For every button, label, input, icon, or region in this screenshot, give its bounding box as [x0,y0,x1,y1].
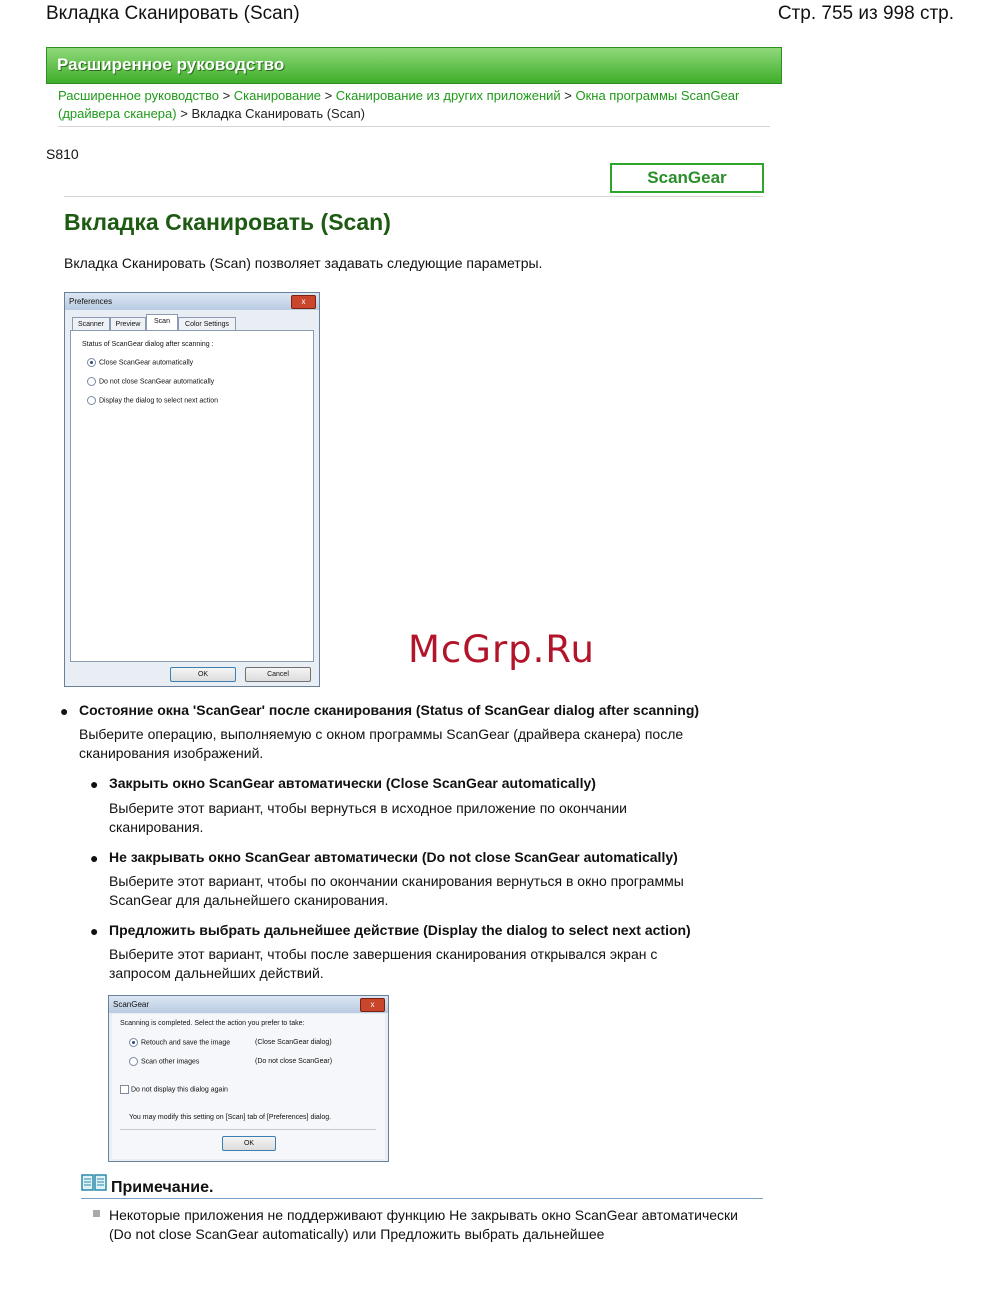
scangear-dialog [108,995,389,1162]
tab-scan[interactable]: Scan [146,314,178,331]
dialog-title: ScanGear [109,996,388,1013]
square-bullet-icon [93,1210,100,1217]
option-display-dialog[interactable] [87,396,218,405]
radio-icon[interactable] [129,1057,138,1066]
item-title-display-dialog: Предложить выбрать дальнейшее действие (Display the dialog to select next action) [109,922,691,938]
banner-label: Расширенное руководство [57,55,285,74]
watermark: McGrp.Ru [408,628,595,671]
page-title: Вкладка Сканировать (Scan) [64,209,391,235]
page-counter: Стр. 755 из 998 стр. [777,3,954,24]
note-title: Примечание. [111,1179,214,1196]
bullet-icon: ● [60,703,69,719]
group-label: Status of ScanGear dialog after scanning : [82,341,214,348]
divider [81,1198,763,1199]
breadcrumb-link-scangear-windows[interactable]: Окна программы ScanGear (драйвера сканера) [58,88,740,121]
dialog-prompt: Scanning is completed. Select the action you prefer to take: [120,1020,305,1027]
option-label: Retouch and save the image [141,1039,231,1047]
document-title: Вкладка Сканировать (Scan) [46,3,300,24]
breadcrumb-current: Вкладка Сканировать (Scan) [191,106,365,121]
tab-preview[interactable]: Preview [110,317,146,332]
breadcrumb-link-other-apps[interactable]: Сканирование из других приложений [335,88,561,103]
model-label: S810 [46,146,79,162]
radio-selected-icon[interactable] [129,1038,138,1047]
breadcrumb [58,87,770,123]
option-scan-other[interactable] [129,1057,199,1066]
option-hint: (Do not close ScanGear) [255,1058,333,1065]
tab-color-settings[interactable]: Color Settings [178,317,236,332]
item-desc-do-not-close: Выберите этот вариант, чтобы по окончании сканирования вернуться в окно программы ScanGear для дальнейшего сканирования. [109,873,684,908]
dont-display-checkbox[interactable] [120,1085,228,1094]
item-desc-display-dialog: Выберите этот вариант, чтобы после завершения сканирования открывался экран с запросом дальнейших действий. [109,946,658,981]
radio-selected-icon[interactable] [87,358,96,367]
bullet-icon: ● [90,850,99,866]
divider [64,196,763,197]
option-retouch[interactable] [129,1038,230,1047]
breadcrumb-link-scanning[interactable]: Сканирование [233,88,321,103]
dialog-title: Preferences [65,293,319,310]
option-close-automatically[interactable] [87,358,193,367]
option-label: Close ScanGear automatically [99,359,194,367]
radio-icon[interactable] [87,396,96,405]
bullet-icon: ● [90,776,99,792]
checkbox-label: Do not display this dialog again [131,1086,228,1094]
ok-button[interactable]: OK [170,667,236,682]
scangear-button[interactable]: ScanGear [610,163,764,193]
option-label: Display the dialog to select next action [99,397,219,405]
item-title-close: Закрыть окно ScanGear автоматически (Close ScanGear automatically) [109,775,596,791]
bullet-icon: ● [90,923,99,939]
divider [120,1129,376,1130]
dialog-info: You may modify this setting on [Scan] tab of [Preferences] dialog. [129,1114,332,1121]
breadcrumb-separator: > [222,88,231,103]
breadcrumb-link-guide[interactable]: Расширенное руководство [58,88,219,103]
scan-tab-panel [70,330,314,662]
preferences-dialog [64,292,320,687]
guide-banner [46,47,782,84]
intro-text: Вкладка Сканировать (Scan) позволяет задавать следующие параметры. [64,255,543,271]
section-title: Состояние окна 'ScanGear' после сканирования (Status of ScanGear dialog after scanning) [79,702,700,718]
option-label: Scan other images [141,1058,200,1066]
note-text: Некоторые приложения не поддерживают функцию Не закрывать окно ScanGear автоматически (Do not close ScanGear automatically) или Предложить выбрать дальнейшее [109,1207,738,1242]
breadcrumb-separator: > [180,106,188,121]
item-desc-close: Выберите этот вариант, чтобы вернуться в исходное приложение по окончании сканирования. [109,800,627,835]
section-desc: Выберите операцию, выполняемую с окном программы ScanGear (драйвера сканера) после сканирования изображений. [79,726,684,761]
divider [58,126,770,127]
radio-icon[interactable] [87,377,96,386]
ok-button[interactable]: OK [222,1136,276,1151]
book-icon [81,1174,107,1192]
checkbox-icon[interactable] [120,1085,129,1094]
breadcrumb-separator: > [564,88,572,103]
close-icon[interactable]: x [291,295,316,309]
cancel-button[interactable]: Cancel [245,667,311,682]
breadcrumb-separator: > [324,88,333,103]
close-icon[interactable]: x [360,998,385,1012]
option-do-not-close[interactable] [87,377,214,386]
option-label: Do not close ScanGear automatically [99,378,215,386]
option-hint: (Close ScanGear dialog) [255,1039,332,1046]
item-title-do-not-close: Не закрывать окно ScanGear автоматически (Do not close ScanGear automatically) [109,849,678,865]
tab-scanner[interactable]: Scanner [72,317,110,332]
